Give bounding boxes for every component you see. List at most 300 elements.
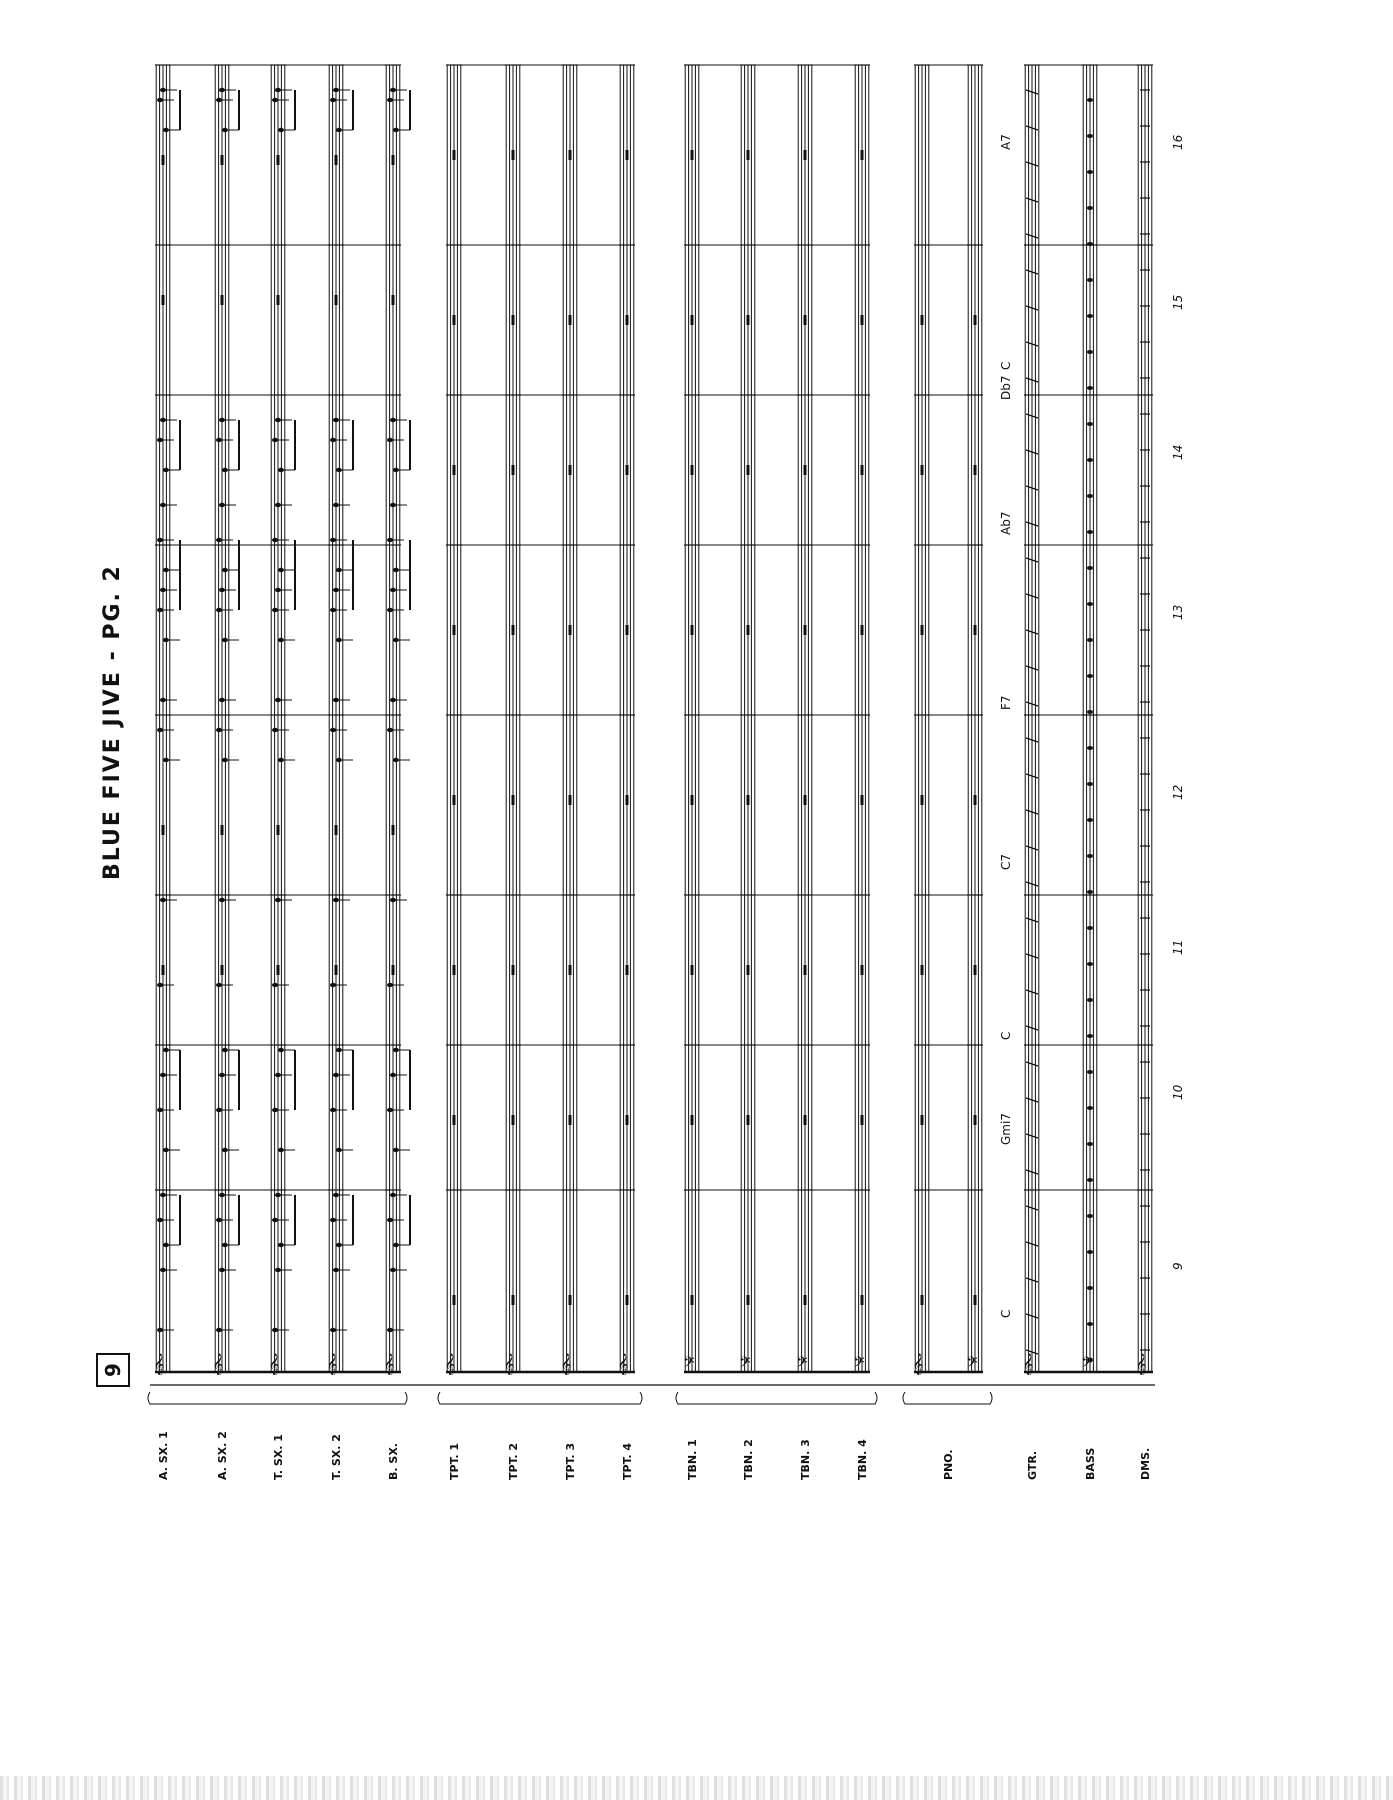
whole-rest (569, 315, 572, 325)
bass-note (1087, 350, 1093, 354)
whole-rest (626, 965, 629, 975)
clef: 𝄢 (739, 1354, 751, 1375)
note-head (333, 588, 339, 592)
whole-rest (921, 1115, 924, 1125)
clef: 𝄞 (384, 1354, 395, 1375)
note-head (163, 638, 169, 642)
note-head (336, 638, 342, 642)
staff-8 (562, 65, 578, 1372)
note-head (216, 1328, 222, 1332)
note-head (219, 418, 225, 422)
bass-note (1087, 746, 1093, 750)
label-bracket (676, 1392, 877, 1404)
note-head (216, 1218, 222, 1222)
bass-note (1087, 206, 1093, 210)
page-number: 9 (100, 1363, 125, 1377)
instrument-label-13: TBN. 4 (856, 1439, 869, 1480)
note-head (275, 503, 281, 507)
note-head (160, 698, 166, 702)
note-head (387, 728, 393, 732)
whole-rest (747, 315, 750, 325)
instrument-label-10: TBN. 1 (686, 1439, 699, 1480)
note-head (219, 898, 225, 902)
note-head (219, 588, 225, 592)
bass-note (1087, 1250, 1093, 1254)
whole-rest (162, 825, 165, 835)
note-head (330, 728, 336, 732)
note-head (222, 1243, 228, 1247)
note-head (216, 98, 222, 102)
clef: 𝄞 (618, 1354, 629, 1375)
measure-number: 13 (1171, 604, 1185, 620)
whole-rest (804, 315, 807, 325)
whole-rest (691, 465, 694, 475)
whole-rest (569, 465, 572, 475)
bass-note (1087, 818, 1093, 822)
clef: 𝄢 (1081, 1354, 1093, 1375)
whole-rest (974, 625, 977, 635)
instrument-label-2: A. SX. 2 (216, 1431, 229, 1480)
whole-rest (569, 965, 572, 975)
bass-note (1087, 422, 1093, 426)
clef: 𝄞 (561, 1354, 572, 1375)
whole-rest (453, 965, 456, 975)
whole-rest (512, 795, 515, 805)
note-head (222, 568, 228, 572)
note-head (393, 758, 399, 762)
whole-rest (626, 795, 629, 805)
whole-rest (921, 965, 924, 975)
note-head (387, 608, 393, 612)
bass-note (1087, 98, 1093, 102)
whole-rest (861, 465, 864, 475)
whole-rest (453, 315, 456, 325)
instrument-labels (148, 1392, 1152, 1480)
bass-note (1087, 386, 1093, 390)
note-head (216, 538, 222, 542)
note-head (336, 128, 342, 132)
scan-noise-strip (0, 1776, 1393, 1800)
clef: 𝄞 (504, 1354, 515, 1375)
whole-rest (626, 1115, 629, 1125)
note-head (222, 128, 228, 132)
whole-rest (974, 465, 977, 475)
whole-rest (512, 315, 515, 325)
bass-note (1087, 494, 1093, 498)
whole-rest (569, 795, 572, 805)
clef: 𝄞 (913, 1354, 924, 1375)
note-head (216, 1108, 222, 1112)
note-head (390, 418, 396, 422)
instrument-label-12: TBN. 3 (799, 1439, 812, 1480)
whole-rest (626, 150, 629, 160)
bass-note (1087, 1142, 1093, 1146)
whole-rest (221, 965, 224, 975)
whole-rest (921, 1295, 924, 1305)
whole-rest (335, 155, 338, 165)
note-head (278, 468, 284, 472)
bass-note (1087, 1214, 1093, 1218)
note-head (333, 1073, 339, 1077)
note-head (272, 98, 278, 102)
whole-rest (747, 150, 750, 160)
staff-2 (214, 65, 230, 1372)
chord-symbol: C (999, 1309, 1013, 1318)
note-head (160, 1268, 166, 1272)
whole-rest (861, 150, 864, 160)
chord-symbol: Ab7 (999, 511, 1013, 535)
note-head (222, 1148, 228, 1152)
note-head (222, 468, 228, 472)
bass-note (1087, 134, 1093, 138)
whole-rest (921, 465, 924, 475)
note-head (157, 983, 163, 987)
note-head (163, 1048, 169, 1052)
note-head (390, 1193, 396, 1197)
whole-rest (392, 825, 395, 835)
clef: 𝄞 (269, 1354, 280, 1375)
note-head (393, 638, 399, 642)
note-head (275, 588, 281, 592)
note-head (333, 503, 339, 507)
instrument-label-9: TPT. 4 (621, 1442, 634, 1480)
note-head (336, 1243, 342, 1247)
clef: 𝄞 (154, 1354, 165, 1375)
note-head (219, 1268, 225, 1272)
measure-number: 16 (1171, 134, 1185, 150)
note-head (390, 503, 396, 507)
note-head (163, 1148, 169, 1152)
note-head (390, 898, 396, 902)
whole-rest (569, 1115, 572, 1125)
staff-15 (967, 65, 983, 1372)
bass-note (1087, 1106, 1093, 1110)
bass-note (1087, 962, 1093, 966)
whole-rest (691, 965, 694, 975)
whole-rest (569, 1295, 572, 1305)
note-head (219, 1073, 225, 1077)
staff-4 (328, 65, 344, 1372)
staff-13 (854, 65, 870, 1372)
note-head (219, 503, 225, 507)
note-head (216, 608, 222, 612)
whole-rest (804, 625, 807, 635)
note-head (390, 1268, 396, 1272)
note-head (163, 128, 169, 132)
whole-rest (277, 295, 280, 305)
whole-rest (512, 465, 515, 475)
bass-note (1087, 314, 1093, 318)
note-head (157, 1218, 163, 1222)
whole-rest (453, 1115, 456, 1125)
whole-rest (512, 150, 515, 160)
whole-rest (453, 465, 456, 475)
bass-note (1087, 710, 1093, 714)
bass-note (1087, 674, 1093, 678)
staff-9 (619, 65, 635, 1372)
bass-note (1087, 854, 1093, 858)
note-head (393, 128, 399, 132)
note-head (330, 1328, 336, 1332)
note-head (163, 468, 169, 472)
note-head (390, 88, 396, 92)
whole-rest (747, 465, 750, 475)
whole-rest (974, 965, 977, 975)
whole-rest (921, 795, 924, 805)
bass-note (1087, 890, 1093, 894)
whole-rest (162, 155, 165, 165)
clef: 𝄞 (1023, 1354, 1034, 1375)
clef: 𝄢 (966, 1354, 978, 1375)
whole-rest (392, 965, 395, 975)
bass-note (1087, 998, 1093, 1002)
note-head (272, 538, 278, 542)
whole-rest (804, 1295, 807, 1305)
note-head (278, 128, 284, 132)
note-head (160, 418, 166, 422)
whole-rest (804, 1115, 807, 1125)
bass-note (1087, 530, 1093, 534)
note-head (157, 1328, 163, 1332)
note-head (336, 468, 342, 472)
whole-rest (453, 625, 456, 635)
note-head (160, 1193, 166, 1197)
clef: 𝄢 (853, 1354, 865, 1375)
whole-rest (974, 315, 977, 325)
note-head (157, 538, 163, 542)
staff-14 (914, 65, 930, 1372)
bass-note (1087, 242, 1093, 246)
note-head (330, 438, 336, 442)
note-head (275, 418, 281, 422)
whole-rest (861, 795, 864, 805)
note-head (272, 1328, 278, 1332)
whole-rest (747, 1115, 750, 1125)
note-head (272, 608, 278, 612)
bass-note (1087, 278, 1093, 282)
note-head (160, 88, 166, 92)
note-head (336, 758, 342, 762)
note-head (390, 588, 396, 592)
staff-5 (385, 65, 401, 1372)
note-head (163, 1243, 169, 1247)
staff-12 (797, 65, 813, 1372)
note-head (387, 1328, 393, 1332)
note-head (163, 758, 169, 762)
chord-symbol: C (999, 1031, 1013, 1040)
note-head (278, 1243, 284, 1247)
staff-10 (684, 65, 700, 1372)
whole-rest (221, 295, 224, 305)
whole-rest (691, 315, 694, 325)
clef: 𝄞 (213, 1354, 224, 1375)
whole-rest (691, 795, 694, 805)
note-head (222, 758, 228, 762)
clef: 𝄢 (683, 1354, 695, 1375)
instrument-label-6: TPT. 1 (448, 1442, 461, 1480)
note-head (272, 1108, 278, 1112)
note-head (330, 983, 336, 987)
bass-note (1087, 1286, 1093, 1290)
whole-rest (691, 625, 694, 635)
note-head (163, 568, 169, 572)
note-head (222, 1048, 228, 1052)
instrument-label-4: T. SX. 2 (330, 1434, 343, 1480)
whole-rest (512, 1115, 515, 1125)
whole-rest (392, 155, 395, 165)
note-head (333, 1268, 339, 1272)
note-head (278, 568, 284, 572)
note-head (272, 983, 278, 987)
note-head (157, 608, 163, 612)
staff-3 (270, 65, 286, 1372)
chord-symbol: A7 (999, 134, 1013, 150)
instrument-label-11: TBN. 2 (742, 1439, 755, 1480)
note-head (330, 98, 336, 102)
instrument-label-14: PNO. (942, 1449, 955, 1480)
measure-number: 12 (1171, 784, 1185, 800)
whole-rest (974, 1295, 977, 1305)
note-head (336, 1048, 342, 1052)
bass-note (1087, 170, 1093, 174)
chord-symbol: F7 (999, 695, 1013, 710)
staff-11 (740, 65, 756, 1372)
note-head (390, 698, 396, 702)
measure-numbers (1171, 134, 1185, 1270)
instrument-label-5: B. SX. (387, 1443, 400, 1480)
clef: 𝄞 (327, 1354, 338, 1375)
note-head (330, 1218, 336, 1222)
whole-rest (747, 965, 750, 975)
whole-rest (861, 1295, 864, 1305)
note-head (336, 568, 342, 572)
whole-rest (804, 965, 807, 975)
staff-1 (155, 65, 171, 1372)
whole-rest (221, 825, 224, 835)
note-head (336, 1148, 342, 1152)
instrument-label-3: T. SX. 1 (272, 1434, 285, 1480)
whole-rest (162, 965, 165, 975)
note-head (275, 1073, 281, 1077)
staves (150, 65, 1155, 1385)
note-head (278, 638, 284, 642)
staff-7 (505, 65, 521, 1372)
page-number-box (96, 1353, 130, 1387)
whole-rest (626, 1295, 629, 1305)
measure-number: 15 (1171, 294, 1185, 310)
staff-17 (1082, 65, 1098, 1372)
whole-rest (691, 1115, 694, 1125)
note-head (275, 1268, 281, 1272)
chord-symbol: Gmi7 (999, 1113, 1013, 1145)
measure-number: 9 (1171, 1262, 1185, 1270)
whole-rest (277, 155, 280, 165)
instrument-label-17: DMS. (1139, 1447, 1152, 1480)
whole-rest (921, 315, 924, 325)
whole-rest (162, 295, 165, 305)
whole-rest (453, 1295, 456, 1305)
whole-rest (569, 625, 572, 635)
whole-rest (453, 795, 456, 805)
whole-rest (861, 1115, 864, 1125)
note-head (222, 638, 228, 642)
chord-symbol: C7 (999, 853, 1013, 870)
clef: 𝄞 (445, 1354, 456, 1375)
whole-rest (569, 150, 572, 160)
note-head (219, 698, 225, 702)
whole-rest (974, 1115, 977, 1125)
clef: 𝄢 (796, 1354, 808, 1375)
whole-rest (747, 795, 750, 805)
whole-rest (277, 825, 280, 835)
whole-rest (626, 625, 629, 635)
chord-symbols (999, 134, 1013, 1318)
whole-rest (921, 625, 924, 635)
clef: 𝄞 (1136, 1354, 1147, 1375)
note-head (272, 438, 278, 442)
whole-rest (392, 295, 395, 305)
note-head (275, 698, 281, 702)
whole-rest (861, 315, 864, 325)
whole-rest (747, 625, 750, 635)
note-head (333, 898, 339, 902)
whole-rest (335, 295, 338, 305)
page-title: BLUE FIVE JIVE - PG. 2 (100, 564, 125, 880)
bass-note (1087, 1322, 1093, 1326)
note-head (275, 1193, 281, 1197)
whole-rest (512, 965, 515, 975)
label-bracket (903, 1392, 992, 1404)
note-head (278, 1048, 284, 1052)
note-head (393, 1243, 399, 1247)
note-head (393, 468, 399, 472)
note-head (330, 608, 336, 612)
note-head (333, 418, 339, 422)
measure-number: 14 (1171, 444, 1185, 460)
whole-rest (691, 1295, 694, 1305)
note-head (157, 98, 163, 102)
note-head (160, 898, 166, 902)
whole-rest (626, 465, 629, 475)
staff-6 (446, 65, 462, 1372)
note-head (216, 728, 222, 732)
instrument-label-7: TPT. 2 (507, 1442, 520, 1480)
note-head (160, 588, 166, 592)
whole-rest (277, 965, 280, 975)
measure-number: 10 (1171, 1084, 1185, 1100)
note-head (387, 1108, 393, 1112)
bass-note (1087, 926, 1093, 930)
note-head (275, 88, 281, 92)
bass-note (1087, 1034, 1093, 1038)
note-head (387, 98, 393, 102)
note-head (160, 503, 166, 507)
bass-note (1087, 782, 1093, 786)
note-head (157, 438, 163, 442)
note-head (393, 1048, 399, 1052)
whole-rest (861, 965, 864, 975)
note-head (216, 983, 222, 987)
label-bracket (148, 1392, 407, 1404)
note-head (219, 88, 225, 92)
note-head (393, 568, 399, 572)
bass-note (1087, 638, 1093, 642)
note-head (333, 88, 339, 92)
bass-note (1087, 1178, 1093, 1182)
whole-rest (804, 465, 807, 475)
bass-note (1087, 602, 1093, 606)
whole-rest (861, 625, 864, 635)
